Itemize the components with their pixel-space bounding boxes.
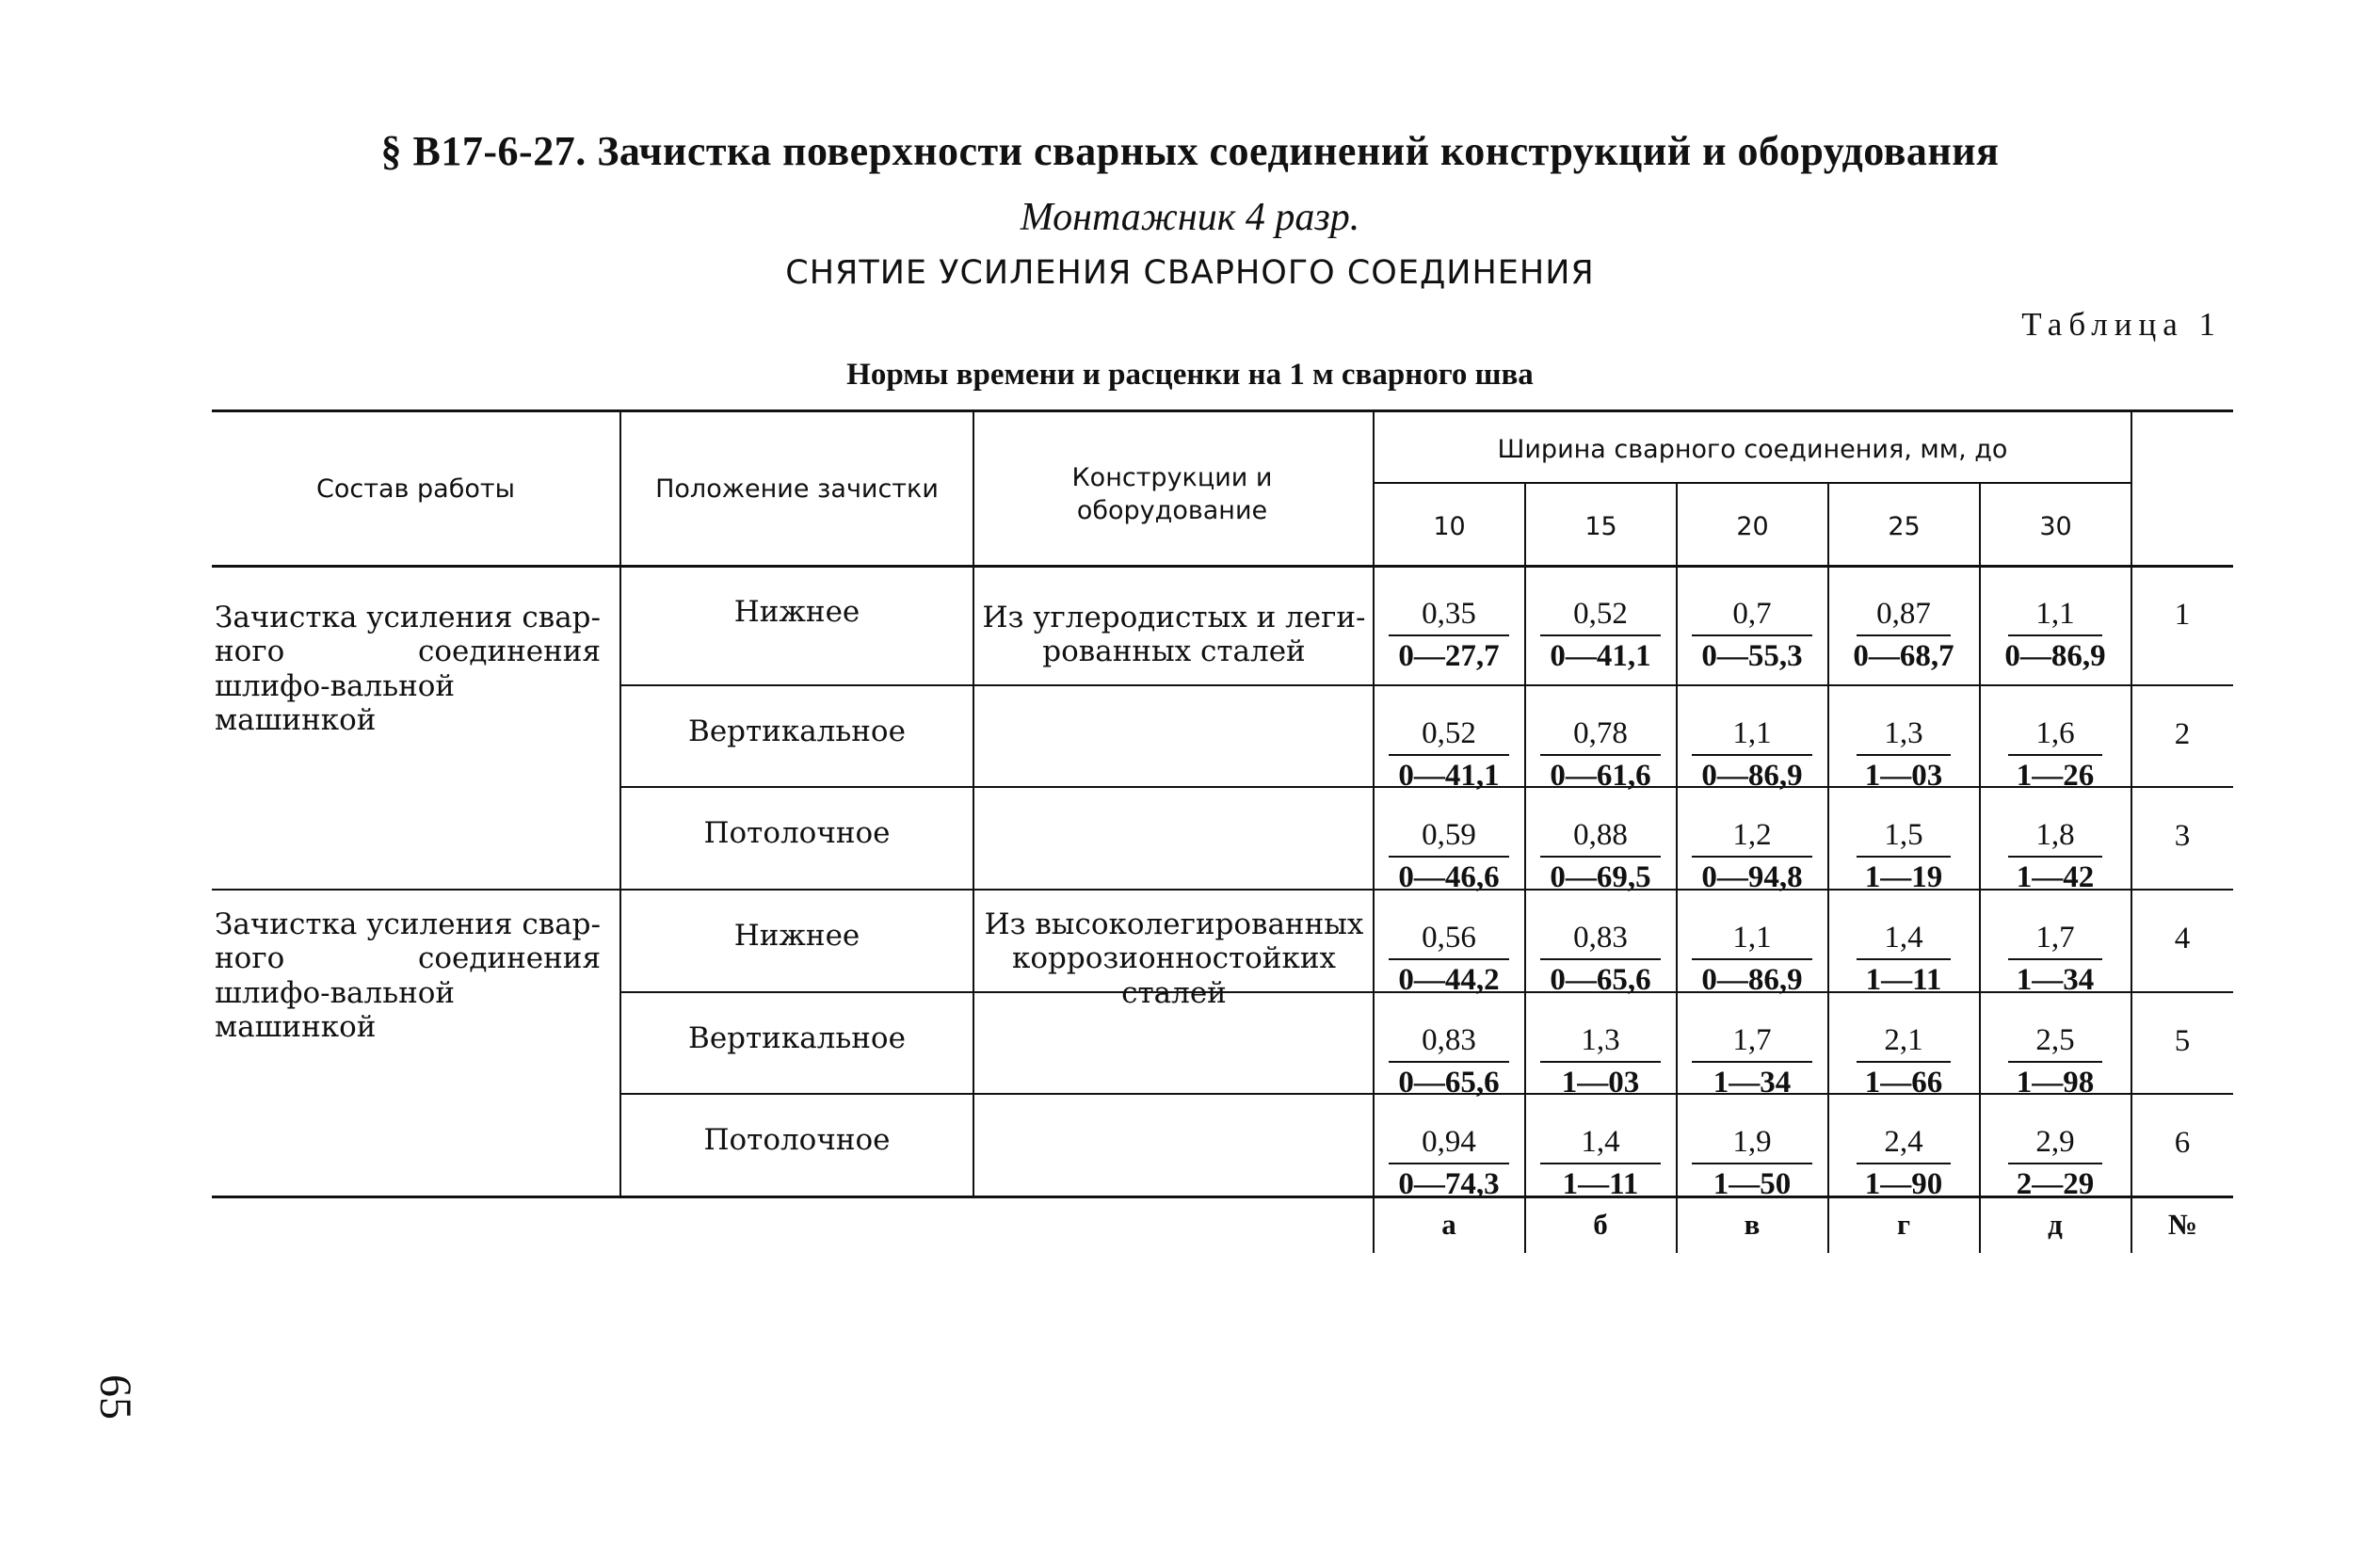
fraction-line <box>1692 1163 1812 1164</box>
footer-col-letter: д <box>2048 1208 2063 1241</box>
time-norm-value: 0,88 <box>1573 818 1628 852</box>
page-number: 65 <box>90 1374 140 1420</box>
fraction-line <box>1389 958 1509 960</box>
section-title: § В17-6-27. Зачистка поверхности сварных соединений конструкций и оборудования <box>380 128 2000 174</box>
fraction-line <box>1540 1163 1661 1164</box>
position-cell: Вертикальное <box>688 1021 906 1055</box>
time-norm-value: 1,1 <box>1732 716 1772 750</box>
worker-grade: Монтажник 4 разр. <box>1020 196 1360 239</box>
time-norm-value: 0,52 <box>1573 597 1628 631</box>
fraction-line <box>1692 754 1812 756</box>
time-norm-value: 0,59 <box>1422 818 1476 852</box>
header-width-25: 25 <box>1888 512 1921 541</box>
time-norm-value: 2,5 <box>2035 1023 2075 1057</box>
price-value: 1—34 <box>2016 963 2095 997</box>
fraction-line <box>1389 634 1509 636</box>
col-divider <box>973 410 974 1197</box>
time-norm-value: 1,7 <box>1732 1023 1772 1057</box>
fraction-line <box>2008 856 2102 858</box>
row-number: 1 <box>2174 598 2191 632</box>
header-width-15: 15 <box>1584 512 1617 541</box>
time-norm-value: 1,6 <box>2035 716 2075 750</box>
price-value: 1—34 <box>1713 1066 1792 1100</box>
price-value: 0—94,8 <box>1701 860 1803 894</box>
header-bottom-border <box>212 565 2233 568</box>
fraction-line <box>1692 634 1812 636</box>
time-norm-value: 0,78 <box>1573 716 1628 750</box>
time-norm-value: 1,3 <box>1581 1023 1620 1057</box>
fraction-line <box>1857 634 1951 636</box>
row-number: 3 <box>2174 819 2191 853</box>
time-norm-value: 0,35 <box>1422 597 1476 631</box>
price-value: 0—44,2 <box>1398 963 1500 997</box>
fraction-line <box>1857 1061 1951 1063</box>
time-norm-value: 1,4 <box>1884 921 1923 955</box>
fraction-line <box>1857 958 1951 960</box>
price-value: 0—41,1 <box>1398 759 1500 793</box>
price-value: 0—65,6 <box>1550 963 1651 997</box>
fraction-line <box>1540 634 1661 636</box>
fraction-line <box>1540 754 1661 756</box>
price-value: 1—26 <box>2016 759 2095 793</box>
col-divider <box>1524 567 1526 1253</box>
footer-number-label: № <box>2167 1208 2198 1241</box>
header-width-30: 30 <box>2039 512 2072 541</box>
time-norm-value: 1,9 <box>1732 1125 1772 1159</box>
position-cell: Вертикальное <box>688 714 906 748</box>
fraction-line <box>2008 1163 2102 1164</box>
price-value: 0—68,7 <box>1853 639 1954 673</box>
fraction-line <box>1540 856 1661 858</box>
price-value: 1—50 <box>1713 1167 1792 1201</box>
time-norm-value: 1,3 <box>1884 716 1923 750</box>
time-norm-value: 1,1 <box>1732 921 1772 955</box>
price-value: 0—61,6 <box>1550 759 1651 793</box>
position-cell: Нижнее <box>733 595 860 629</box>
price-value: 1—03 <box>1864 759 1943 793</box>
price-value: 0—74,3 <box>1398 1167 1500 1201</box>
row-number: 2 <box>2174 717 2191 751</box>
fraction-line <box>1857 1163 1951 1164</box>
time-norm-value: 1,1 <box>2035 597 2075 631</box>
time-norm-value: 0,83 <box>1422 1023 1476 1057</box>
header-width-10: 10 <box>1433 512 1466 541</box>
table-label: Таблица 1 <box>2021 306 2222 343</box>
fraction-line <box>1857 856 1951 858</box>
fraction-line <box>2008 634 2102 636</box>
footer-col-letter: в <box>1744 1208 1761 1241</box>
price-value: 0—27,7 <box>1398 639 1500 673</box>
fraction-line <box>1857 754 1951 756</box>
header-work: Состав работы <box>316 474 515 504</box>
footer-col-letter: г <box>1896 1208 1911 1241</box>
price-value: 0—46,6 <box>1398 860 1500 894</box>
fraction-line <box>1692 856 1812 858</box>
time-norm-value: 1,7 <box>2035 921 2075 955</box>
table-top-border <box>212 409 2233 412</box>
col-divider <box>1979 567 1981 1253</box>
price-value: 1—11 <box>1865 963 1942 997</box>
fraction-line <box>1692 958 1812 960</box>
time-norm-value: 1,8 <box>2035 818 2075 852</box>
fraction-line <box>1389 856 1509 858</box>
time-norm-value: 0,52 <box>1422 716 1476 750</box>
position-cell: Нижнее <box>733 919 860 953</box>
row-number: 4 <box>2174 922 2191 955</box>
price-value: 1—19 <box>1864 860 1943 894</box>
group-structure-text: Из высоколегированных коррозионностойких сталей <box>984 907 1364 1010</box>
fraction-line <box>2008 1061 2102 1063</box>
col-divider <box>1827 567 1829 1253</box>
price-value: 0—65,6 <box>1398 1066 1500 1100</box>
fraction-line <box>1389 1163 1509 1164</box>
fraction-line <box>2008 754 2102 756</box>
footer-col-letter: б <box>1593 1208 1608 1241</box>
table-caption: Нормы времени и расценки на 1 м сварного шва <box>846 358 1534 392</box>
col-divider <box>619 410 621 1197</box>
header-structure: Конструкции и оборудование <box>1071 463 1273 526</box>
price-value: 0—86,9 <box>1701 963 1803 997</box>
time-norm-value: 1,4 <box>1581 1125 1620 1159</box>
row-number: 5 <box>2174 1024 2191 1058</box>
time-norm-value: 0,83 <box>1573 921 1628 955</box>
price-value: 0—86,9 <box>1701 759 1803 793</box>
price-value: 2—29 <box>2016 1167 2095 1201</box>
fraction-line <box>1389 1061 1509 1063</box>
group-structure-text: Из углеродистых и леги-рованных сталей <box>982 601 1366 669</box>
time-norm-value: 0,56 <box>1422 921 1476 955</box>
price-value: 1—90 <box>1864 1167 1943 1201</box>
header-width-group: Ширина сварного соединения, мм, до <box>1497 435 2008 464</box>
price-value: 1—98 <box>2016 1066 2095 1100</box>
footer-col-letter: а <box>1441 1208 1456 1241</box>
fraction-line <box>1540 958 1661 960</box>
price-value: 1—03 <box>1561 1066 1640 1100</box>
group-work-text: Зачистка усиления свар-ного соединения шлифо-вальной машинкой <box>215 601 601 737</box>
time-norm-value: 0,87 <box>1876 597 1931 631</box>
time-norm-value: 1,2 <box>1732 818 1772 852</box>
price-value: 0—86,9 <box>2004 639 2106 673</box>
price-value: 1—66 <box>1864 1066 1943 1100</box>
section-heading: СНЯТИЕ УСИЛЕНИЯ СВАРНОГО СОЕДИНЕНИЯ <box>785 254 1595 292</box>
width-header-divider <box>1373 482 2131 484</box>
position-cell: Потолочное <box>703 816 891 850</box>
col-divider <box>2131 410 2132 1253</box>
row-divider <box>621 684 2233 686</box>
time-norm-value: 0,7 <box>1732 597 1772 631</box>
fraction-line <box>2008 958 2102 960</box>
fraction-line <box>1540 1061 1661 1063</box>
fraction-line <box>1692 1061 1812 1063</box>
col-divider <box>1676 567 1678 1253</box>
time-norm-value: 2,9 <box>2035 1125 2075 1159</box>
row-number: 6 <box>2174 1126 2191 1160</box>
time-norm-value: 1,5 <box>1884 818 1923 852</box>
time-norm-value: 2,1 <box>1884 1023 1923 1057</box>
group-work-text: Зачистка усиления свар-ного соединения шлифо-вальной машинкой <box>215 907 601 1044</box>
price-value: 0—41,1 <box>1550 639 1651 673</box>
price-value: 1—42 <box>2016 860 2095 894</box>
time-norm-value: 2,4 <box>1884 1125 1923 1159</box>
price-value: 0—69,5 <box>1550 860 1651 894</box>
header-width-20: 20 <box>1736 512 1769 541</box>
price-value: 1—11 <box>1562 1167 1639 1201</box>
position-cell: Потолочное <box>703 1123 891 1157</box>
price-value: 0—55,3 <box>1701 639 1803 673</box>
fraction-line <box>1389 754 1509 756</box>
time-norm-value: 0,94 <box>1422 1125 1476 1159</box>
header-position: Положение зачистки <box>655 474 939 504</box>
